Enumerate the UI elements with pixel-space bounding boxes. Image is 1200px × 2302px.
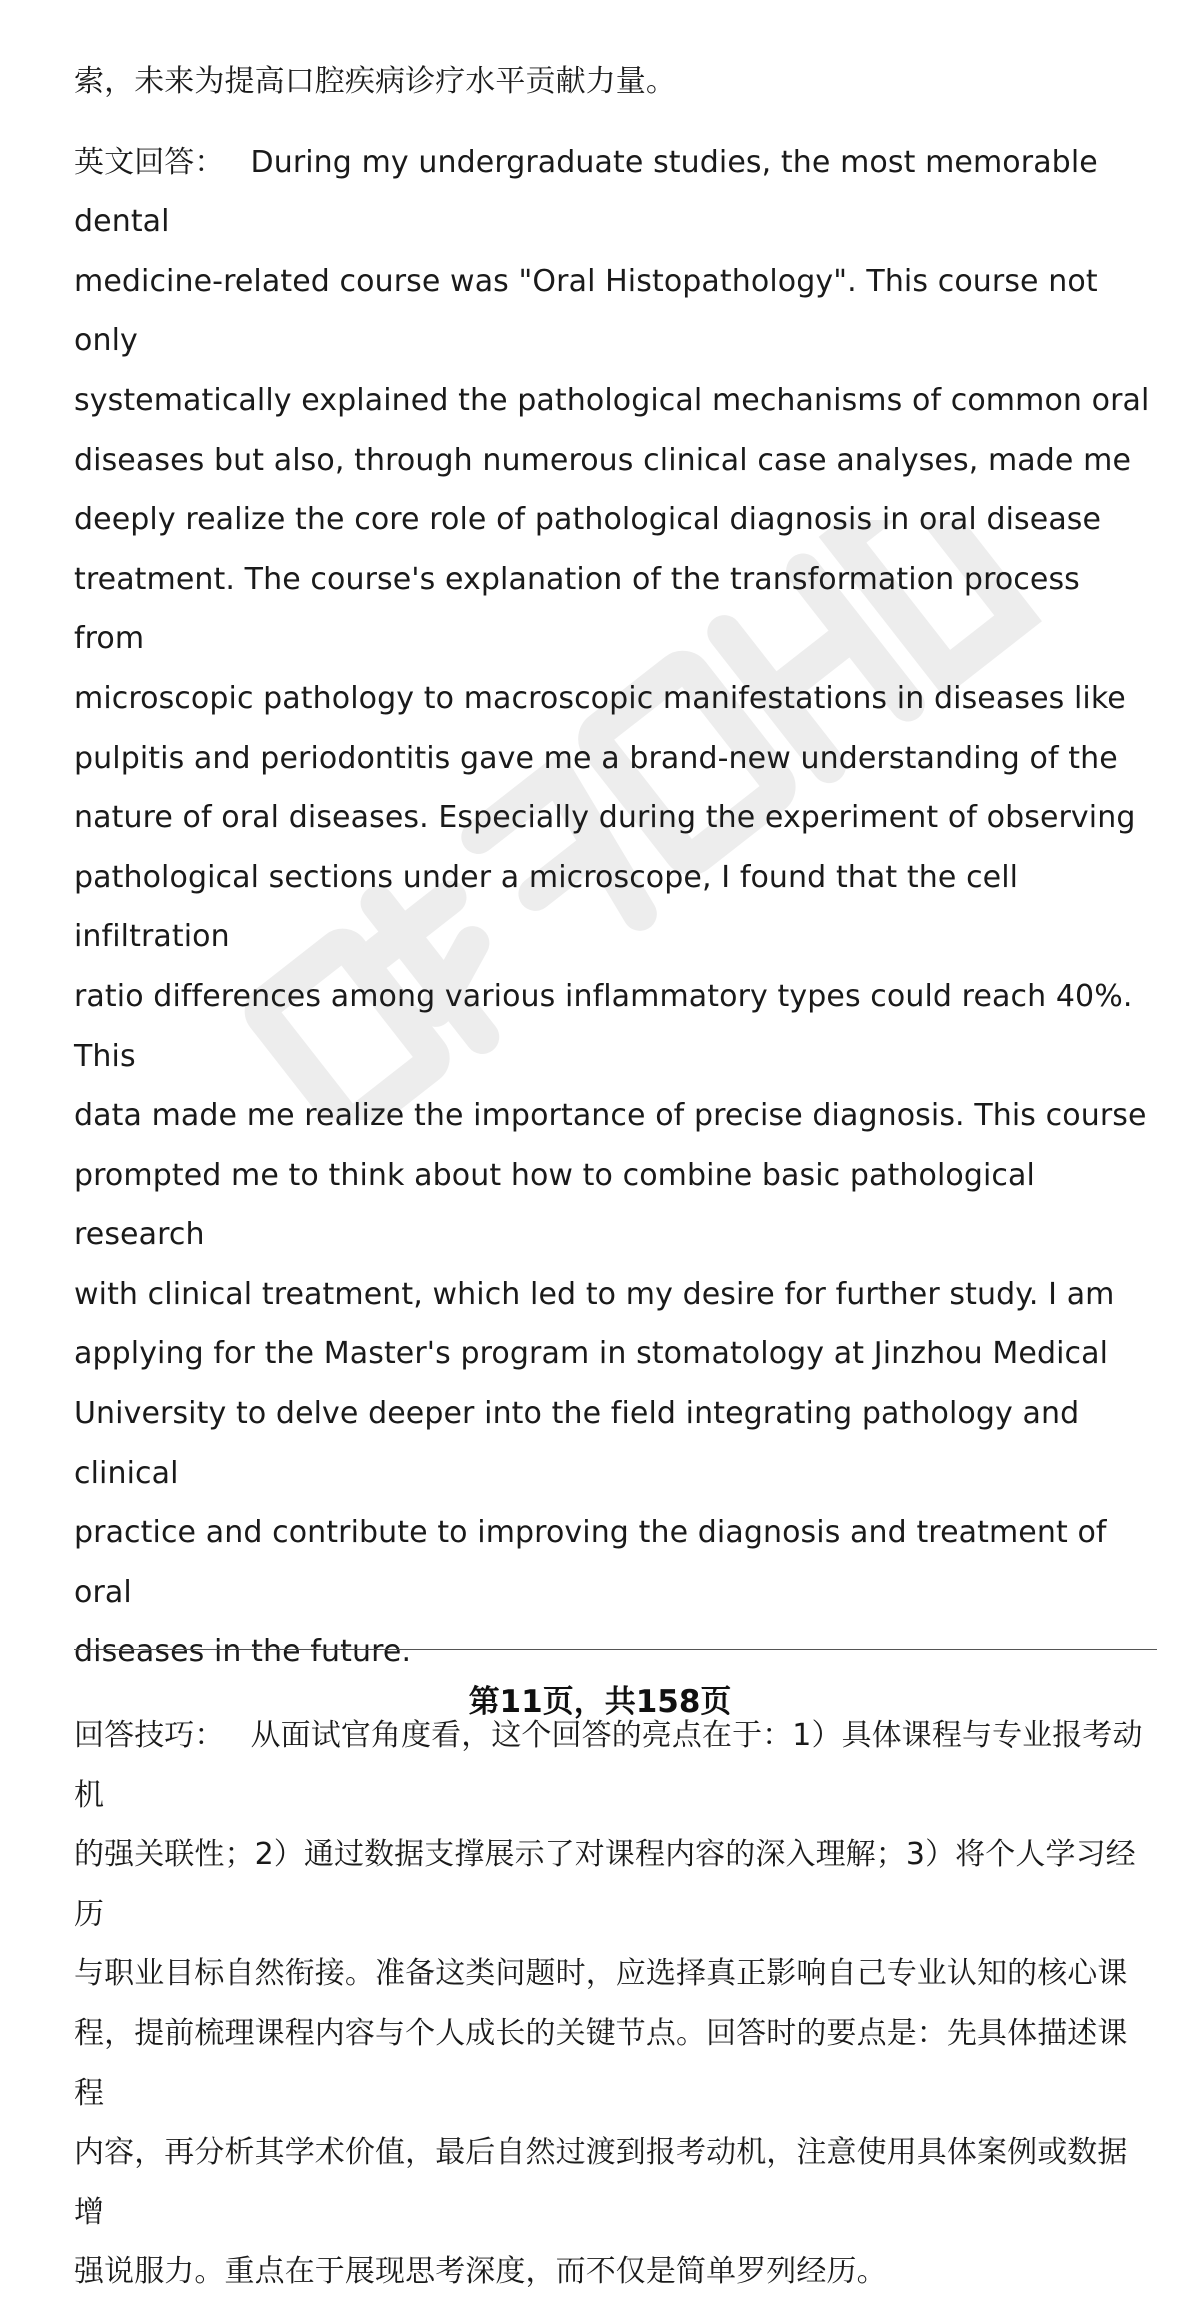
page-number: 第11页，共158页 [468, 1684, 732, 1720]
english-line: data made me realize the importance of precise diagnosis. This course [74, 1098, 1147, 1134]
english-line: practice and contribute to improving the diagnosis and treatment of oral [74, 1515, 1117, 1610]
english-line: applying for the Master's program in stomatology at Jinzhou Medical [74, 1336, 1109, 1372]
english-line: with clinical treatment, which led to my desire for further study. I am [74, 1276, 1115, 1312]
tips-line: 与职业目标自然衔接。准备这类问题时，应选择真正影响自己专业认知的核心课 [74, 1956, 1128, 1992]
english-line: ratio differences among various inflammatory types could reach 40%. This [74, 978, 1143, 1074]
english-line: medicine-related course was "Oral Histopathology". This course not only [74, 263, 1108, 359]
english-answer-paragraph [74, 133, 1154, 1682]
english-line: University to delve deeper into the field integrating pathology and clinical [74, 1396, 1089, 1491]
english-line: pulpitis and periodontitis gave me a brand-new understanding of the [74, 740, 1118, 776]
footer-divider [74, 1649, 1157, 1650]
english-line: microscopic pathology to macroscopic manifestations in diseases like [74, 680, 1126, 716]
english-line: diseases but also, through numerous clinical case analyses, made me [74, 442, 1132, 478]
tips-line: 的强关联性；2）通过数据支撑展示了对课程内容的深入理解；3）将个人学习经历 [74, 1837, 1136, 1932]
english-line: prompted me to think about how to combine basic pathological research [74, 1157, 1045, 1253]
english-line: pathological sections under a microscope, I found that the cell infiltration [74, 859, 1028, 955]
english-line: nature of oral diseases. Especially during the experiment of observing [74, 800, 1136, 836]
tips-line: 程，提前梳理课程内容与个人成长的关键节点。回答时的要点是：先具体描述课程 [74, 2016, 1128, 2111]
tips-line: 从面试官角度看，这个回答的亮点在于：1）具体课程与专业报考动机 [74, 1718, 1143, 1813]
tips-line: 内容，再分析其学术价值，最后自然过渡到报考动机，注意使用具体案例或数据增 [74, 2135, 1128, 2230]
english-answer-label: 英文回答： [74, 144, 225, 180]
answer-tips-paragraph [74, 1706, 1154, 2302]
tips-line: 强说服力。重点在于展现思考深度，而不仅是简单罗列经历。 [74, 2254, 887, 2290]
english-line: systematically explained the pathological mechanisms of common oral [74, 382, 1150, 418]
english-line: deeply realize the core role of pathological diagnosis in oral disease [74, 502, 1102, 538]
answer-tips-label: 回答技巧： [74, 1718, 225, 1754]
english-line: diseases in the future. [74, 1634, 412, 1670]
english-line: During my undergraduate studies, the most memorable dental [74, 144, 1108, 240]
intro-paragraph: 索，未来为提高口腔疾病诊疗水平贡献力量。 [74, 64, 676, 99]
main-content [74, 52, 1154, 2302]
english-line: treatment. The course's explanation of the transformation process from [74, 561, 1090, 657]
